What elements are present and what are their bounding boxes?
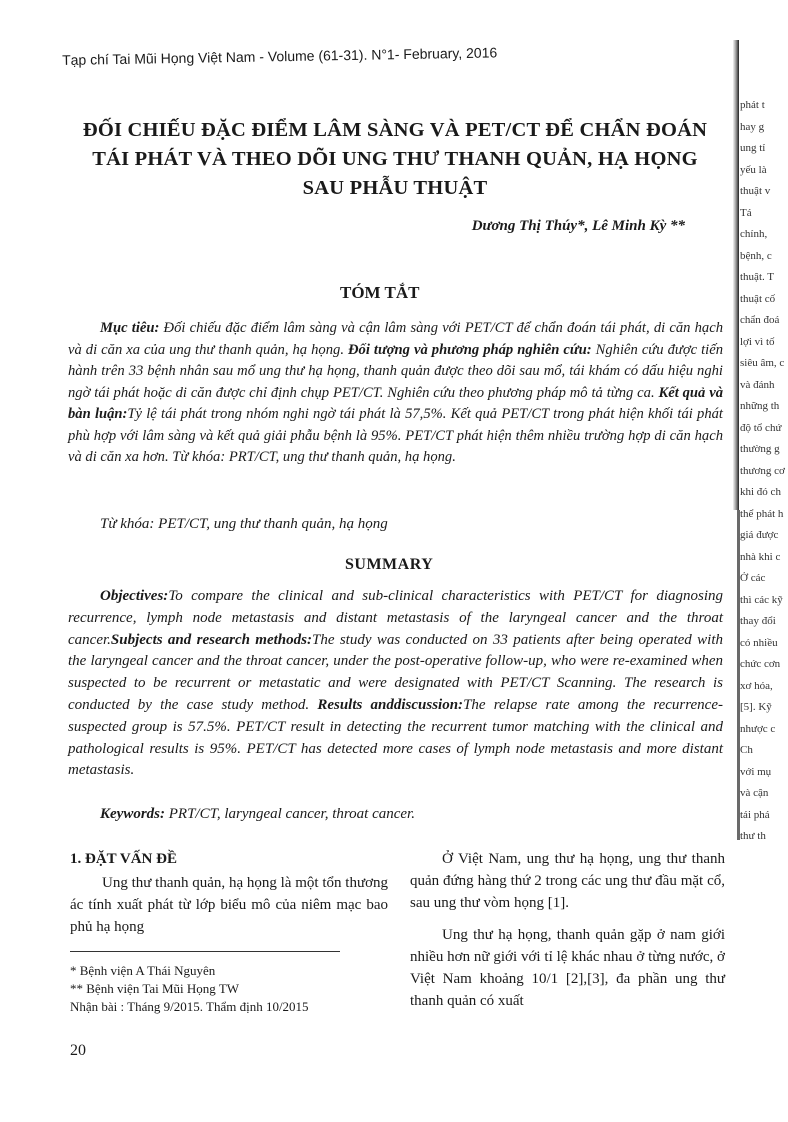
adjacent-page-line: thuật v [740, 185, 771, 197]
adjacent-page-line: thể phát h [740, 507, 784, 520]
footnote-divider [70, 951, 340, 952]
summary-objectives-text: To compare the clinical and sub-clinical characteristics with PET/CT for diagnosing recurrence, lymph node metastasis and distant metastasis of the laryngeal cancer and the throat cancer. [68, 588, 723, 648]
adjacent-page-line: chính, [740, 228, 768, 240]
abstract-results-text: Tỷ lệ tái phát trong nhóm nghi ngờ tái phát là 57,5%. Kết quả PET/CT trong phát hiện khối tái phát phù hợp với lâm sàng và kết quả giải phẫu bệnh là 95%. PET/CT phát hiện thêm nhiều trường hợp di căn hạch và di căn xa hơn. Từ khóa: PRT/CT, ung thư thanh quản, hạ họng. [68, 406, 723, 465]
abstract-objective-text: Đối chiếu đặc điểm lâm sàng và cận lâm sàng với PET/CT để chẩn đoán tái phát, di căn hạch và di căn xa của ung thư thanh quản, hạ họng. [68, 320, 724, 358]
adjacent-page-line: Tá [740, 206, 752, 219]
article-title: ĐỐI CHIẾU ĐẶC ĐIỂM LÂM SÀNG VÀ PET/CT ĐỂ CHẨN ĐOÁN TÁI PHÁT VÀ THEO DÕI UNG THƯ THANH QUẢN, HẠ HỌNG SAU PHẪU THUẬT [82, 119, 708, 199]
summary-keywords [100, 804, 700, 826]
adjacent-page-line: phát t [740, 99, 765, 111]
adjacent-page-line: với mụ [740, 765, 772, 778]
adjacent-page-line: [5]. Kỹ [740, 701, 772, 713]
adjacent-page-line: thuật. T [740, 271, 775, 283]
summary-keywords-text: PRT/CT, laryngeal cancer, throat cancer. [165, 806, 415, 822]
abstract-methods-label: Đối tượng và phương pháp nghiên cứu: [348, 341, 592, 358]
adjacent-page-line: ung tỉ [740, 142, 766, 154]
abstract-heading: TÓM TẮT [340, 283, 420, 302]
adjacent-page-line: thay đổi [740, 615, 776, 627]
adjacent-page-line: và đánh [740, 378, 775, 391]
adjacent-page-line: thương cơ [740, 464, 785, 477]
page-number: 20 [70, 1042, 86, 1059]
adjacent-page-fragment [740, 95, 788, 995]
adjacent-page-line: thường g [740, 443, 780, 455]
abstract-results-label: Kết quả và bàn luận: [68, 384, 723, 422]
abstract-body [68, 318, 723, 469]
summary-objectives-label: Objectives: [100, 588, 169, 604]
adjacent-page-line: nhà khi c [740, 550, 781, 563]
abstract-keywords: Từ khóa: PET/CT, ung thư thanh quản, hạ họng [100, 516, 388, 532]
right-paragraph-1: Ở Việt Nam, ung thư hạ họng, ung thư thanh quản đứng hàng thứ 2 trong các ung thư đầu mặt cổ, sau ung thư vòm họng [1]. [410, 851, 725, 911]
summary-body [68, 586, 723, 782]
summary-keywords-label: Keywords: [100, 806, 165, 822]
adjacent-page-line: thì các kỹ [740, 593, 783, 606]
footnotes [70, 962, 309, 1016]
abstract-methods-text: Nghiên cứu được tiến hành trên 33 bệnh nhân sau mổ ung thư hạ họng, thanh quản được theo dõi sau mổ, tái khám có dấu hiệu nghi ngờ tái phát hoặc di căn được chỉ định chụp PET/CT. Nghiên cứu theo phương pháp mô tả từng ca. [68, 341, 724, 401]
adjacent-page-line: lợi vì tố [740, 335, 775, 348]
adjacent-page-line: giá được [740, 529, 779, 541]
summary-results-text: The relapse rate among the recurrence-suspected group is 57.5%. PET/CT result in detecting the recurrent tumor matching with the clinical and pathological results is 95%. PET/CT has detected more cases of lymph node metastasis and more distant metastasis. [68, 696, 723, 779]
section-heading: 1. ĐẶT VẤN ĐỀ [70, 851, 177, 867]
adjacent-page-line: những th [740, 400, 780, 412]
adjacent-page-line: thuật cố [740, 292, 776, 305]
adjacent-page-line: và cận [740, 787, 769, 799]
adjacent-page-line: có nhiều [740, 636, 778, 649]
summary-heading: SUMMARY [345, 556, 434, 573]
adjacent-page-line: Ở các [740, 572, 766, 584]
left-paragraph: Ung thư thanh quản, hạ họng là một tổn thương ác tính xuất phát từ lớp biểu mô của niêm mạc bao phủ hạ họng [70, 875, 388, 935]
journal-header: Tạp chí Tai Mũi Họng Việt Nam - Volume (61-31). N°1- February, 2016 [62, 44, 498, 68]
adjacent-page-line: chẩn đoá [740, 314, 780, 326]
adjacent-page-line: xơ hóa, [740, 679, 773, 692]
adjacent-page-line: Ch [740, 744, 753, 756]
adjacent-page-line: bệnh, c [740, 249, 772, 262]
right-column [410, 848, 725, 1022]
adjacent-page-line: siêu âm, c [740, 357, 785, 369]
adjacent-page-line: nhược c [740, 722, 776, 735]
adjacent-page-line: chức cơn [740, 658, 781, 670]
adjacent-page-line: khi đó ch [740, 486, 781, 498]
footnote-dates: Nhận bài : Tháng 9/2015. Thẩm định 10/2015 [70, 999, 309, 1014]
adjacent-page-line: độ tổ chứ [740, 421, 782, 434]
left-column [70, 872, 388, 948]
right-paragraph-2: Ung thư hạ họng, thanh quản gặp ở nam giới nhiều hơn nữ giới với tỉ lệ khác nhau ở từng nước, ở Việt Nam khoảng 10/1 [2],[3], đa phần ung thư thanh quản có xuất [410, 927, 725, 1009]
adjacent-page-line: tái phá [740, 808, 770, 821]
page-binding-shadow [733, 40, 739, 510]
adjacent-page-line: yếu là [740, 163, 767, 176]
summary-results-label: Results anddiscussion: [317, 696, 464, 713]
adjacent-page-line: thư th [740, 830, 766, 842]
adjacent-page-line: hay g [740, 120, 765, 133]
article-authors: Dương Thị Thúy*, Lê Minh Kỳ ** [471, 218, 685, 234]
footnote-affiliation-2: ** Bệnh viện Tai Mũi Họng TW [70, 981, 240, 996]
footnote-affiliation-1: * Bệnh viện A Thái Nguyên [70, 963, 216, 978]
summary-methods-label: Subjects and research methods: [110, 631, 312, 648]
summary-methods-text: The study was conducted on 33 patients after being operated with the laryngeal cancer and the throat cancer, under the post-operative follow-up, who were re-examined when suspected to be recurrent or metastatic and were designated with PET/CT Scanning. The research is conducted by the case study method. [68, 631, 723, 713]
abstract-objective-label: Mục tiêu: [100, 320, 160, 336]
